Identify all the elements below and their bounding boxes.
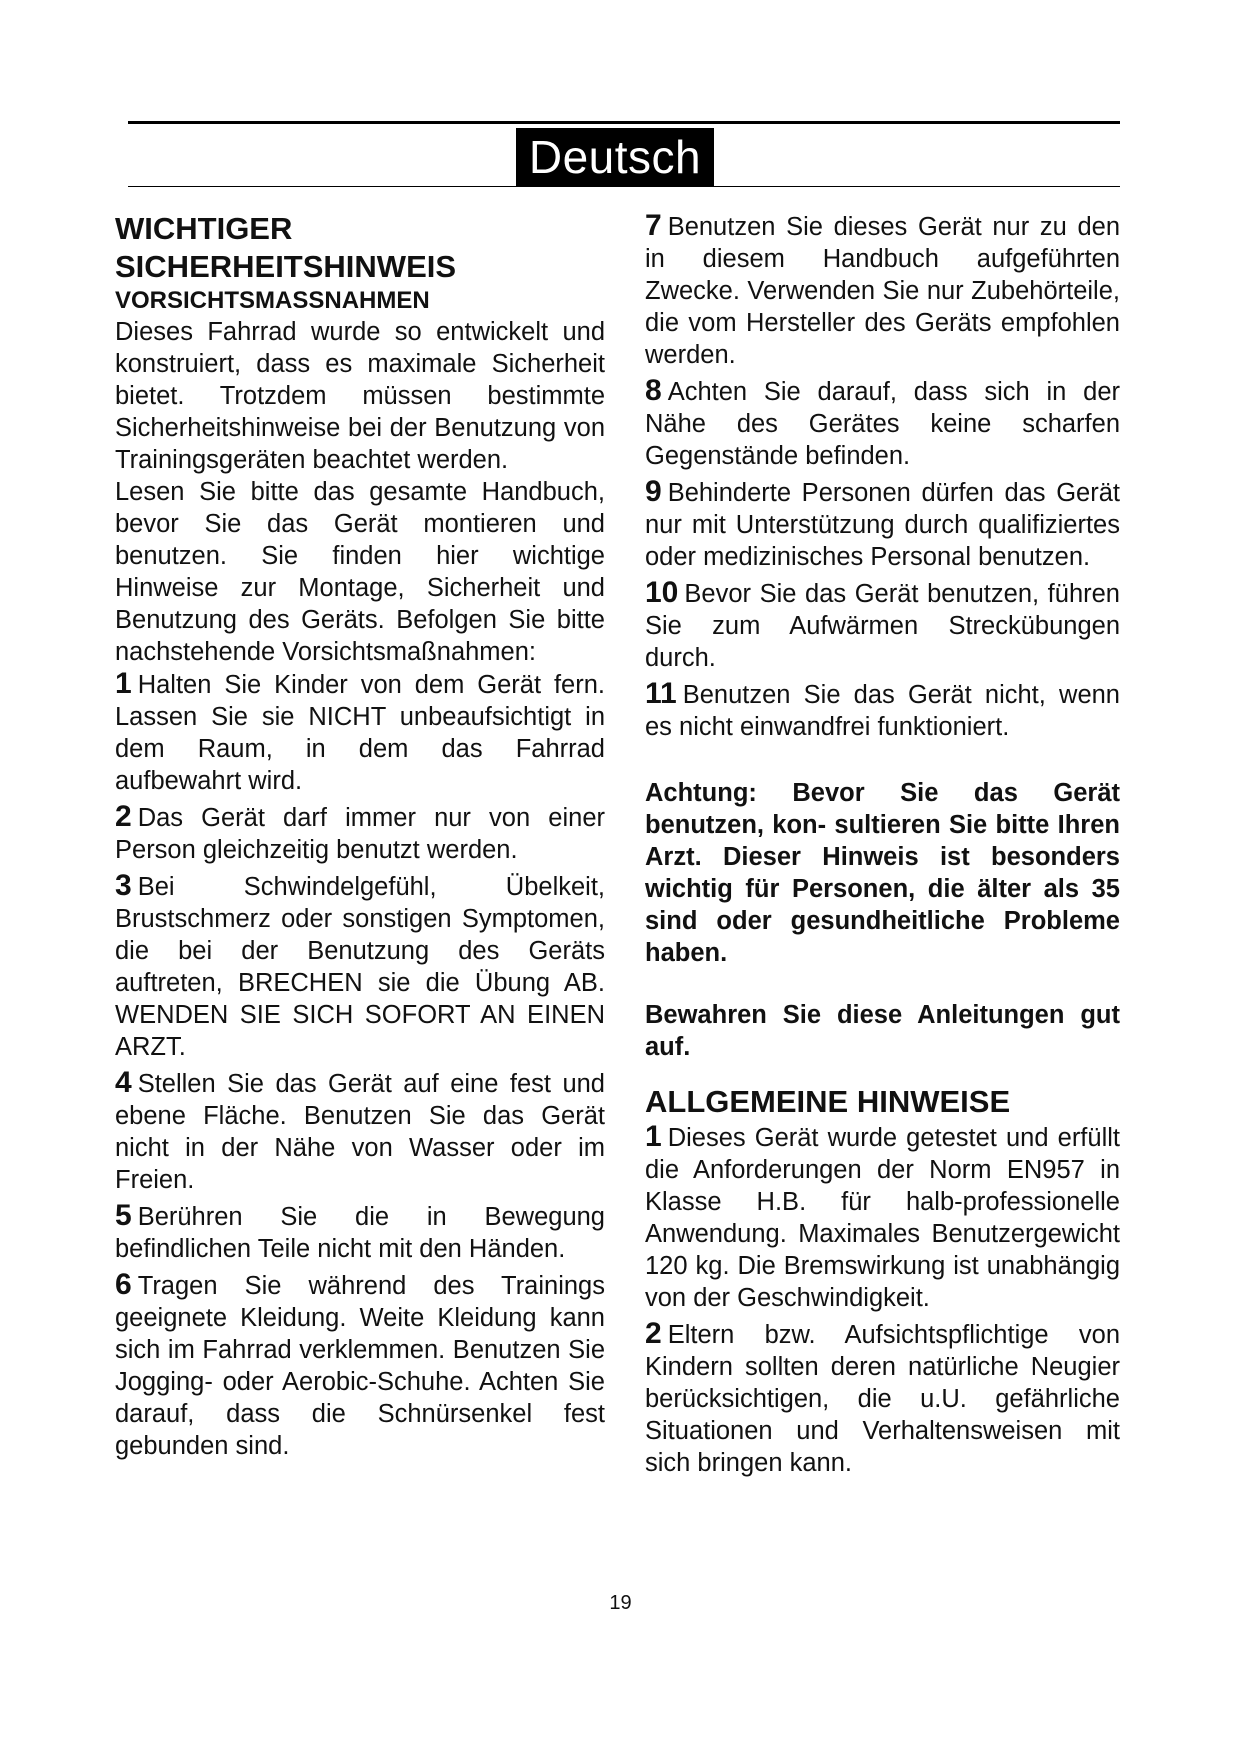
item-text: Berühren Sie die in Bewegung befindlichen Teile nicht mit den Händen. [115, 1203, 605, 1263]
safety-title: WICHTIGER SICHERHEITSHINWEIS [115, 211, 457, 284]
item-text: Stellen Sie das Gerät auf eine fest und ebene Fläche. Benutzen Sie das Gerät nicht in der Nähe von Wasser oder im Freien. [115, 1070, 605, 1194]
item-number: 6 [115, 1268, 132, 1301]
spacer [645, 969, 1120, 999]
item-text: Bei Schwindelgefühl, Übelkeit, Brustschmerz oder sonstigen Symptomen, die bei der Benutzung des Geräts auftreten, BRECHEN sie die Übung AB. WENDEN SIE SICH SOFORT AN EINEN ARZT. [115, 873, 605, 1061]
left-column [115, 210, 605, 1466]
item-text: Das Gerät darf immer nur von einer Person gleichzeitig benutzt werden. [115, 804, 605, 864]
spacer [645, 1063, 1120, 1083]
safety-item [115, 1067, 605, 1196]
general-item [645, 1121, 1120, 1314]
safety-item [115, 1200, 605, 1265]
item-text: Benutzen Sie dieses Gerät nur zu den in diesem Handbuch aufgeführten Zwecke. Verwenden Sie nur Zubehörteile, die vom Hersteller des Geräts empfohlen werden. [645, 213, 1120, 369]
item-text: Halten Sie Kinder von dem Gerät fern. Lassen Sie sie NICHT unbeaufsichtigt in dem Raum, in dem das Fahrrad aufbewahrt wird. [115, 671, 605, 795]
item-text: Tragen Sie während des Trainings geeignete Kleidung. Weite Kleidung kann sich im Fahrrad verklemmen. Benutzen Sie Jogging- oder Aerobic-Schuhe. Achten Sie darauf, dass die Schnürsenkel fest gebunden sind. [115, 1272, 605, 1460]
safety-item [115, 870, 605, 1063]
item-number: 4 [115, 1066, 132, 1099]
item-number: 9 [645, 475, 662, 508]
header-rule-bottom [128, 186, 1120, 187]
right-column [645, 210, 1120, 1483]
safety-item [645, 476, 1120, 573]
keep-instructions-note: Bewahren Sie diese Anleitungen gut auf. [645, 1001, 1120, 1061]
safety-item [115, 801, 605, 866]
language-badge: Deutsch [516, 128, 714, 186]
item-text: Benutzen Sie das Gerät nicht, wenn es nicht einwandfrei funktioniert. [645, 681, 1120, 741]
safety-item [645, 375, 1120, 472]
spacer [645, 747, 1120, 777]
safety-item [645, 210, 1120, 371]
page-number: 19 [609, 1592, 632, 1614]
item-number: 2 [645, 1317, 662, 1350]
item-number: 1 [115, 667, 132, 700]
intro-paragraph-1: Dieses Fahrrad wurde so entwickelt und konstruiert, dass es maximale Sicherheit bietet. Trotzdem müssen bestimmte Sicherheitshinweise bei der Benutzung von Trainingsgeräten beachtet werden. [115, 318, 605, 474]
general-notes-title: ALLGEMEINE HINWEISE [645, 1084, 1011, 1119]
item-number: 2 [115, 800, 132, 833]
item-number: 10 [645, 576, 679, 609]
item-number: 5 [115, 1199, 132, 1232]
precautions-subtitle: VORSICHTSMASSNAHMEN [115, 287, 430, 314]
header-rule-top [128, 121, 1120, 124]
safety-item [645, 678, 1120, 743]
safety-item [115, 668, 605, 797]
general-item [645, 1318, 1120, 1479]
item-number: 3 [115, 869, 132, 902]
item-text: Behinderte Personen dürfen das Gerät nur mit Unterstützung durch qualifiziertes oder medizinisches Personal benutzen. [645, 479, 1120, 571]
item-number: 11 [645, 677, 677, 710]
safety-item [115, 1269, 605, 1462]
item-text: Eltern bzw. Aufsichtspflichtige von Kindern sollten deren natürliche Neugier berücksichtigen, die u.U. gefährliche Situationen und Verhaltensweisen mit sich bringen kann. [645, 1321, 1120, 1477]
item-text: Achten Sie darauf, dass sich in der Nähe des Gerätes keine scharfen Gegenstände befinden. [645, 378, 1120, 470]
safety-item [645, 577, 1120, 674]
item-text: Bevor Sie das Gerät benutzen, führen Sie zum Aufwärmen Streckübungen durch. [645, 580, 1120, 672]
intro-paragraph-2: Lesen Sie bitte das gesamte Handbuch, bevor Sie das Gerät montieren und benutzen. Sie finden hier wichtige Hinweise zur Montage, Sicherheit und Benutzung des Geräts. Befolgen Sie bitte nachstehende Vorsichtsmaßnahmen: [115, 478, 605, 666]
item-number: 7 [645, 209, 662, 242]
item-text: Dieses Gerät wurde getestet und erfüllt die Anforderungen der Norm EN957 in Klasse H.B. für halb-professionelle Anwendung. Maximales Benutzergewicht 120 kg. Die Bremswirkung ist unabhängig von der Geschwindigkeit. [645, 1124, 1120, 1312]
item-number: 8 [645, 374, 662, 407]
item-number: 1 [645, 1120, 662, 1153]
doctor-warning: Achtung: Bevor Sie das Gerät benutzen, kon- sultieren Sie bitte Ihren Arzt. Dieser Hinweis ist besonders wichtig für Personen, die älter als 35 sind oder gesundheitliche Probleme haben. [645, 779, 1120, 967]
